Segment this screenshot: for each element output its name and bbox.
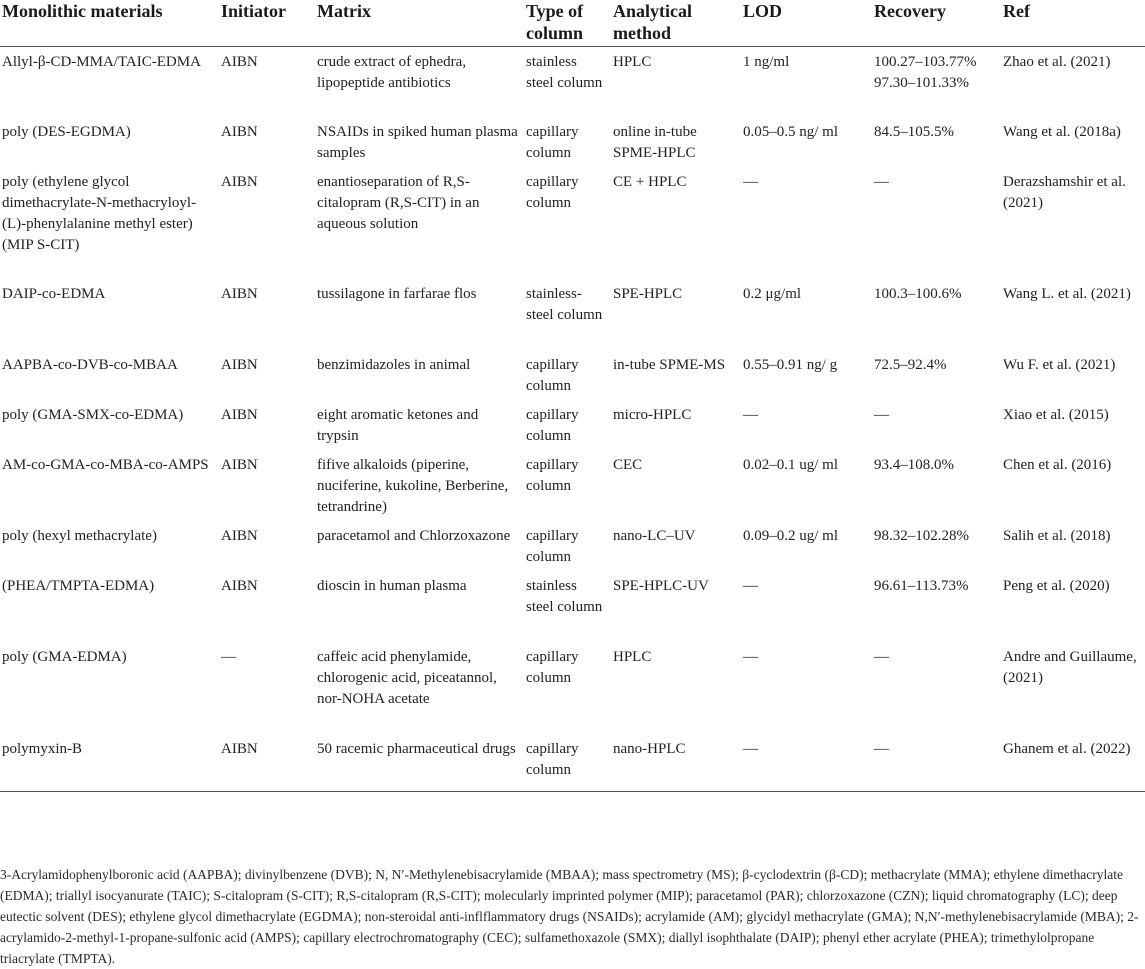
header-type-of-column: Type of column	[524, 0, 611, 46]
cell-ref: Zhao et al. (2021)	[1003, 53, 1111, 70]
cell-ref: Salih et al. (2018)	[1003, 528, 1111, 544]
cell-material: polymyxin-B	[0, 734, 219, 791]
cell-matrix: dioscin in human plasma	[317, 578, 467, 594]
cell-column: capillary column	[526, 357, 579, 394]
header-matrix: Matrix	[315, 0, 524, 46]
cell-material: DAIP-co-EDMA	[2, 286, 106, 302]
cell-recovery: 72.5–92.4%	[874, 357, 947, 373]
cell-recovery: —	[874, 649, 889, 665]
cell-material: AM-co-GMA-co-MBA-co-AMPS	[2, 457, 209, 473]
cell-ref: Derazshamshir et al. (2021)	[1003, 174, 1126, 211]
cell-matrix: caffeic acid phenylamide, chlorogenic acid, piceatannol, nor-NOHA acetate	[317, 649, 497, 707]
table-row	[0, 400, 1145, 450]
table-row	[0, 450, 1145, 521]
cell-recovery: 100.3–100.6%	[874, 286, 962, 302]
cell-initiator: AIBN	[221, 124, 258, 140]
cell-material: poly (GMA-EDMA)	[2, 649, 127, 665]
cell-material: poly (GMA-SMX-co-EDMA)	[2, 407, 184, 423]
cell-initiator: AIBN	[221, 357, 258, 373]
cell-material: Allyl-β-CD-MMA/TAIC-EDMA	[2, 53, 201, 70]
header-recovery: Recovery	[872, 0, 1001, 46]
cell-lod: 0.09–0.2 ug/ ml	[743, 528, 839, 544]
table-row	[0, 571, 1145, 642]
header-analytical-method: Analytical method	[611, 0, 741, 46]
cell-lod: 1 ng/ml	[743, 53, 790, 70]
cell-lod: —	[743, 649, 758, 665]
header-monolithic-materials: Monolithic materials	[0, 0, 219, 46]
table-row	[0, 46, 1145, 117]
table-footnote: 3-Acrylamidophenylboronic acid (AAPBA); divinylbenzene (DVB); N, N′-Methylenebisacrylamide (MBAA); mass spectrometry (MS); β-cyclodextrin (β-CD); methacrylate (MMA); ethylene dimethacrylate (EDMA); triallyl isocyanurate (TAIC); S-citalopram (S-CIT); R,S-citalopram (R,S-CIT); molecularly imprinted polymer (MIP); paracetamol (PAR); chlorzoxazone (CZN); liquid chromatography (LC); deep eutectic solvent (DES); ethylene glycol dimethacrylate (EGDMA); non-steroidal anti-inflflammatory drugs (NSAIDs); acrylamide (AM); glycidyl methacrylate (GMA); N,N′-methylenebisacrylamide (MBA); 2-acrylamido-2-methyl-1-propane-sulfonic acid (AMPS); capillary electrochromatography (CEC); sulfamethoxazole (SMX); diallyl isophthalate (DAIP); phenyl ether acrylate (PHEA); trimethylolpropane triacrylate (TMPTA).	[0, 867, 1139, 966]
cell-column: stainless-steel column	[526, 286, 603, 323]
table-row	[0, 279, 1145, 350]
cell-initiator: AIBN	[221, 528, 258, 544]
cell-recovery: —	[874, 174, 889, 190]
cell-initiator: AIBN	[221, 407, 258, 423]
cell-matrix: benzimidazoles in animal	[317, 357, 471, 373]
cell-initiator: AIBN	[221, 578, 258, 594]
cell-matrix: tussilagone in farfarae flos	[317, 286, 477, 302]
cell-method: in-tube SPME-MS	[613, 357, 726, 373]
cell-lod: —	[743, 578, 758, 594]
cell-column: capillary column	[526, 457, 579, 494]
cell-column: capillary column	[526, 174, 579, 211]
cell-method: HPLC	[613, 53, 652, 70]
header-ref: Ref	[1001, 0, 1145, 46]
cell-method: SPE-HPLC-UV	[613, 578, 709, 594]
cell-method: HPLC	[613, 649, 652, 665]
table-row	[0, 642, 1145, 734]
cell-initiator: AIBN	[219, 734, 315, 791]
table-row	[0, 734, 1145, 791]
cell-ref: Ghanem et al. (2022)	[1001, 734, 1145, 791]
cell-lod: —	[741, 734, 872, 791]
header-initiator: Initiator	[219, 0, 315, 46]
cell-recovery: 98.32–102.28%	[874, 528, 969, 544]
cell-method: nano-HPLC	[611, 734, 741, 791]
cell-method: online in-tube SPME-HPLC	[613, 124, 697, 161]
cell-ref: Wang et al. (2018a)	[1003, 124, 1121, 140]
cell-matrix: 50 racemic pharmaceutical drugs	[315, 734, 524, 791]
cell-matrix: fifive alkaloids (piperine, nuciferine, kukoline, Berberine, tetrandrine)	[317, 457, 509, 515]
cell-matrix: paracetamol and Chlorzoxazone	[317, 528, 511, 544]
cell-ref: Peng et al. (2020)	[1003, 578, 1110, 594]
cell-material: poly (ethylene glycol dimethacrylate-N-methacryloyl-(L)-phenylalanine methyl ester) (MIP S-CIT)	[2, 174, 197, 253]
cell-recovery: —	[872, 734, 1001, 791]
table-row	[0, 350, 1145, 400]
cell-ref: Andre and Guillaume, (2021)	[1003, 649, 1137, 686]
cell-ref: Xiao et al. (2015)	[1003, 407, 1109, 423]
cell-column: capillary column	[526, 407, 579, 444]
cell-column: capillary column	[526, 649, 579, 686]
table-row	[0, 167, 1145, 279]
cell-material: (PHEA/TMPTA-EDMA)	[2, 578, 155, 594]
cell-ref: Wang L. et al. (2021)	[1003, 286, 1131, 302]
cell-initiator: AIBN	[221, 53, 258, 70]
header-lod: LOD	[741, 0, 872, 46]
cell-column: capillary column	[524, 734, 611, 791]
cell-method: CEC	[613, 457, 643, 473]
cell-lod: 0.05–0.5 ng/ ml	[743, 124, 839, 140]
cell-recovery: 93.4–108.0%	[874, 457, 954, 473]
cell-column: capillary column	[526, 528, 579, 565]
cell-material: AAPBA-co-DVB-co-MBAA	[2, 357, 178, 373]
cell-matrix: eight aromatic ketones and trypsin	[317, 407, 479, 444]
cell-recovery: 84.5–105.5%	[874, 124, 954, 140]
cell-method: SPE-HPLC	[613, 286, 683, 302]
cell-method: micro-HPLC	[613, 407, 692, 423]
table-row	[0, 521, 1145, 571]
cell-lod: —	[743, 407, 758, 423]
cell-material: poly (hexyl methacrylate)	[2, 528, 157, 544]
cell-column: stainless steel column	[526, 578, 603, 615]
cell-initiator: AIBN	[221, 174, 258, 190]
cell-recovery: —	[874, 407, 889, 423]
cell-lod: 0.55–0.91 ng/ g	[743, 357, 838, 373]
table-header-row	[0, 0, 1145, 46]
cell-ref: Chen et al. (2016)	[1003, 457, 1112, 473]
table-row	[0, 117, 1145, 167]
cell-method: nano-LC–UV	[613, 528, 696, 544]
cell-method: CE + HPLC	[613, 174, 687, 190]
cell-column: capillary column	[526, 124, 579, 161]
cell-matrix: crude extract of ephedra, lipopeptide antibiotics	[317, 53, 467, 91]
cell-recovery: 96.61–113.73%	[874, 578, 969, 594]
cell-lod: 0.2 μg/ml	[743, 286, 802, 302]
cell-initiator: AIBN	[221, 286, 258, 302]
cell-matrix: NSAIDs in spiked human plasma samples	[317, 124, 518, 161]
cell-lod: —	[743, 174, 758, 190]
cell-recovery: 100.27–103.77% 97.30–101.33%	[874, 53, 977, 91]
cell-column: stainless steel column	[526, 53, 603, 91]
cell-matrix: enantioseparation of R,S-citalopram (R,S-CIT) in an aqueous solution	[317, 174, 480, 232]
cell-material: poly (DES-EGDMA)	[2, 124, 131, 140]
cell-initiator: AIBN	[221, 457, 258, 473]
cell-initiator: —	[221, 649, 236, 665]
cell-lod: 0.02–0.1 ug/ ml	[743, 457, 839, 473]
cell-ref: Wu F. et al. (2021)	[1003, 357, 1116, 373]
